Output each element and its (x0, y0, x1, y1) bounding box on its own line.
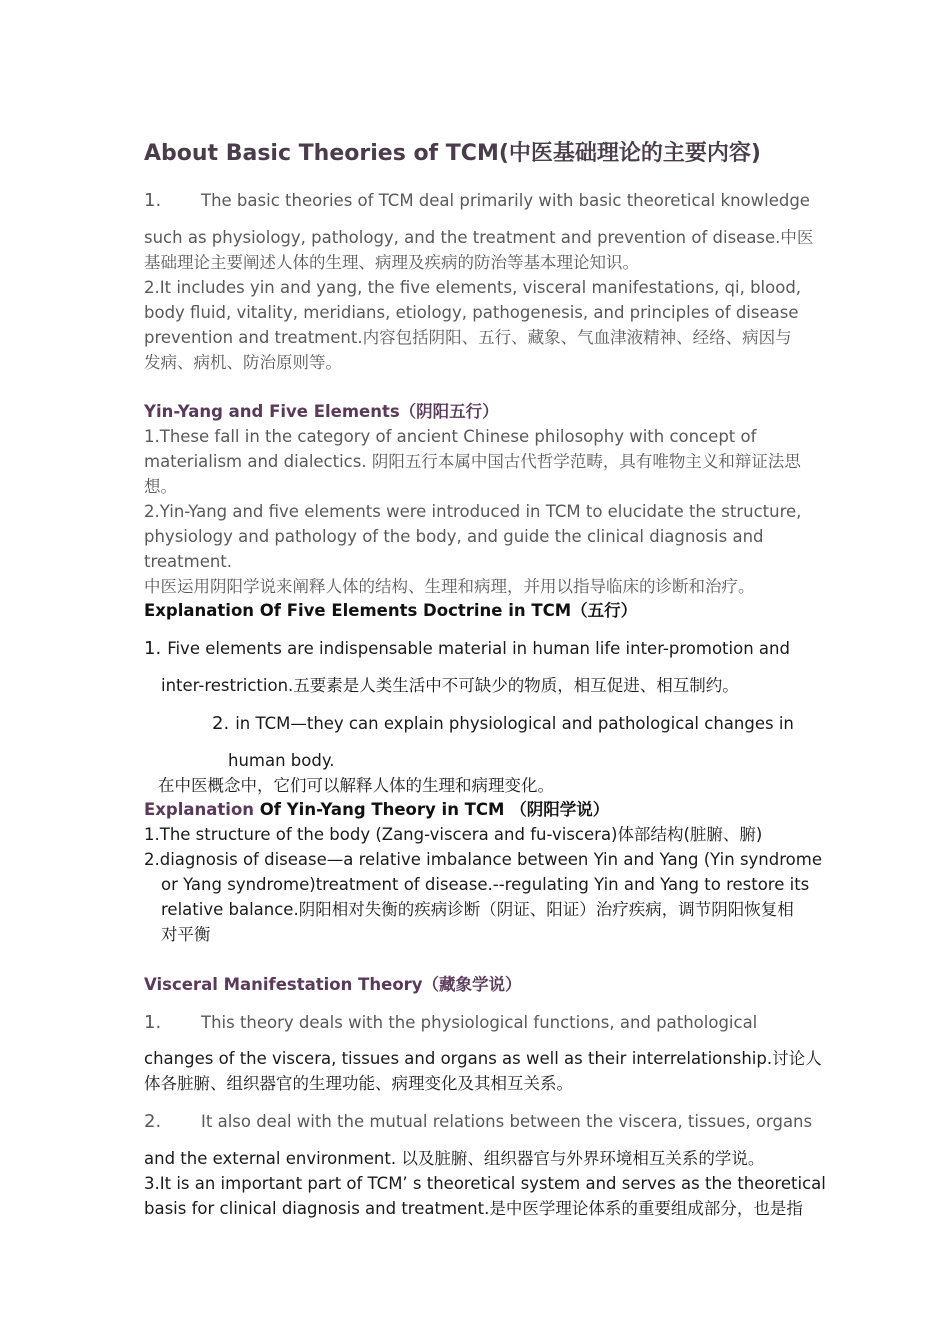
intro-paragraph-2-line-2: body fluid, vitality, meridians, etiology, pathogenesis, and principles of disease (144, 303, 799, 322)
yinyang-five-line-7: 中医运用阴阳学说来阐释人体的结构、生理和病理，并用以指导临床的诊断和治疗。 (144, 577, 755, 596)
five-elements-item-2-line-1 (212, 711, 794, 736)
paragraph-text: This theory deals with the physiological functions, and pathological (201, 1013, 758, 1032)
yinyang-theory-line-1: 1.The structure of the body (Zang-viscera and fu-viscera)体部结构(脏腑、腑) (144, 825, 763, 844)
heading-part-2: Of Yin-Yang Theory in TCM （阴阳学说） (254, 800, 610, 819)
yinyang-theory-line-5: 对平衡 (161, 925, 211, 944)
section-heading-yinyang-five: Yin-Yang and Five Elements（阴阳五行） (144, 402, 499, 421)
section-heading-visceral: Visceral Manifestation Theory（藏象学说） (144, 975, 522, 994)
visceral-item-2-line-1 (144, 1109, 812, 1134)
intro-paragraph-1-line-1 (144, 188, 810, 213)
intro-paragraph-1-line-3: 基础理论主要阐述人体的生理、病理及疾病的防治等基本理论知识。 (144, 253, 639, 272)
yinyang-theory-line-4: relative balance.阴阳相对失衡的疾病诊断（阴证、阳证）治疗疾病，调节阴阳恢复相 (161, 900, 794, 919)
visceral-item-1-line-2: changes of the viscera, tissues and organs as well as their interrelationship.讨论人 (144, 1049, 822, 1068)
five-elements-item-1-line-2: inter-restriction.五要素是人类生活中不可缺少的物质，相互促进、相互制约。 (161, 676, 739, 695)
visceral-item-3-line-2: basis for clinical diagnosis and treatment.是中医学理论体系的重要组成部分，也是指 (144, 1199, 803, 1218)
five-elements-item-1-line-1 (144, 636, 790, 661)
list-number: 1. (144, 190, 162, 211)
paragraph-text: Five elements are indispensable material in human life inter-promotion and (167, 639, 790, 658)
yinyang-five-line-3: 想。 (144, 477, 177, 496)
visceral-item-1-line-3: 体各脏腑、组织器官的生理功能、病理变化及其相互关系。 (144, 1074, 573, 1093)
yinyang-theory-line-2: 2.diagnosis of disease—a relative imbalance between Yin and Yang (Yin syndrome (144, 850, 822, 869)
list-number: 2. (212, 713, 230, 734)
visceral-item-3-line-1: 3.It is an important part of TCM’ s theoretical system and serves as the theoretical (144, 1174, 826, 1193)
intro-paragraph-2-line-4: 发病、病机、防治原则等。 (144, 353, 342, 372)
five-elements-item-2-line-3: 在中医概念中，它们可以解释人体的生理和病理变化。 (158, 776, 554, 795)
five-elements-item-2-line-2: human body. (228, 751, 335, 770)
section-heading-five-elements: Explanation Of Five Elements Doctrine in TCM（五行） (144, 601, 638, 620)
page-title: About Basic Theories of TCM(中医基础理论的主要内容) (144, 141, 761, 166)
yinyang-five-line-5: physiology and pathology of the body, and guide the clinical diagnosis and (144, 527, 764, 546)
paragraph-text: in TCM—they can explain physiological and pathological changes in (235, 714, 794, 733)
visceral-item-2-line-2: and the external environment. 以及脏腑、组织器官与外界环境相互关系的学说。 (144, 1149, 765, 1168)
list-number: 1. (144, 1012, 162, 1033)
yinyang-theory-line-3: or Yang syndrome)treatment of disease.--regulating Yin and Yang to restore its (161, 875, 810, 894)
intro-paragraph-2-line-1: 2.It includes yin and yang, the five elements, visceral manifestations, qi, blood, (144, 278, 802, 297)
intro-paragraph-2-line-3: prevention and treatment.内容包括阴阳、五行、藏象、气血津液精神、经络、病因与 (144, 328, 792, 347)
intro-paragraph-1-line-2: such as physiology, pathology, and the treatment and prevention of disease.中医 (144, 228, 814, 247)
section-heading-yinyang-theory (144, 797, 609, 822)
list-number: 1. (144, 638, 162, 659)
list-number: 2. (144, 1111, 162, 1132)
visceral-item-1-line-1 (144, 1010, 757, 1035)
paragraph-text: It also deal with the mutual relations between the viscera, tissues, organs (201, 1112, 813, 1131)
paragraph-text: The basic theories of TCM deal primarily with basic theoretical knowledge (201, 191, 810, 210)
yinyang-five-line-4: 2.Yin-Yang and five elements were introduced in TCM to elucidate the structure, (144, 502, 802, 521)
yinyang-five-line-6: treatment. (144, 552, 233, 571)
yinyang-five-line-1: 1.These fall in the category of ancient Chinese philosophy with concept of (144, 427, 757, 446)
yinyang-five-line-2: materialism and dialectics. 阴阳五行本属中国古代哲学范畴，具有唯物主义和辩证法思 (144, 452, 801, 471)
heading-part-1: Explanation (144, 800, 255, 819)
